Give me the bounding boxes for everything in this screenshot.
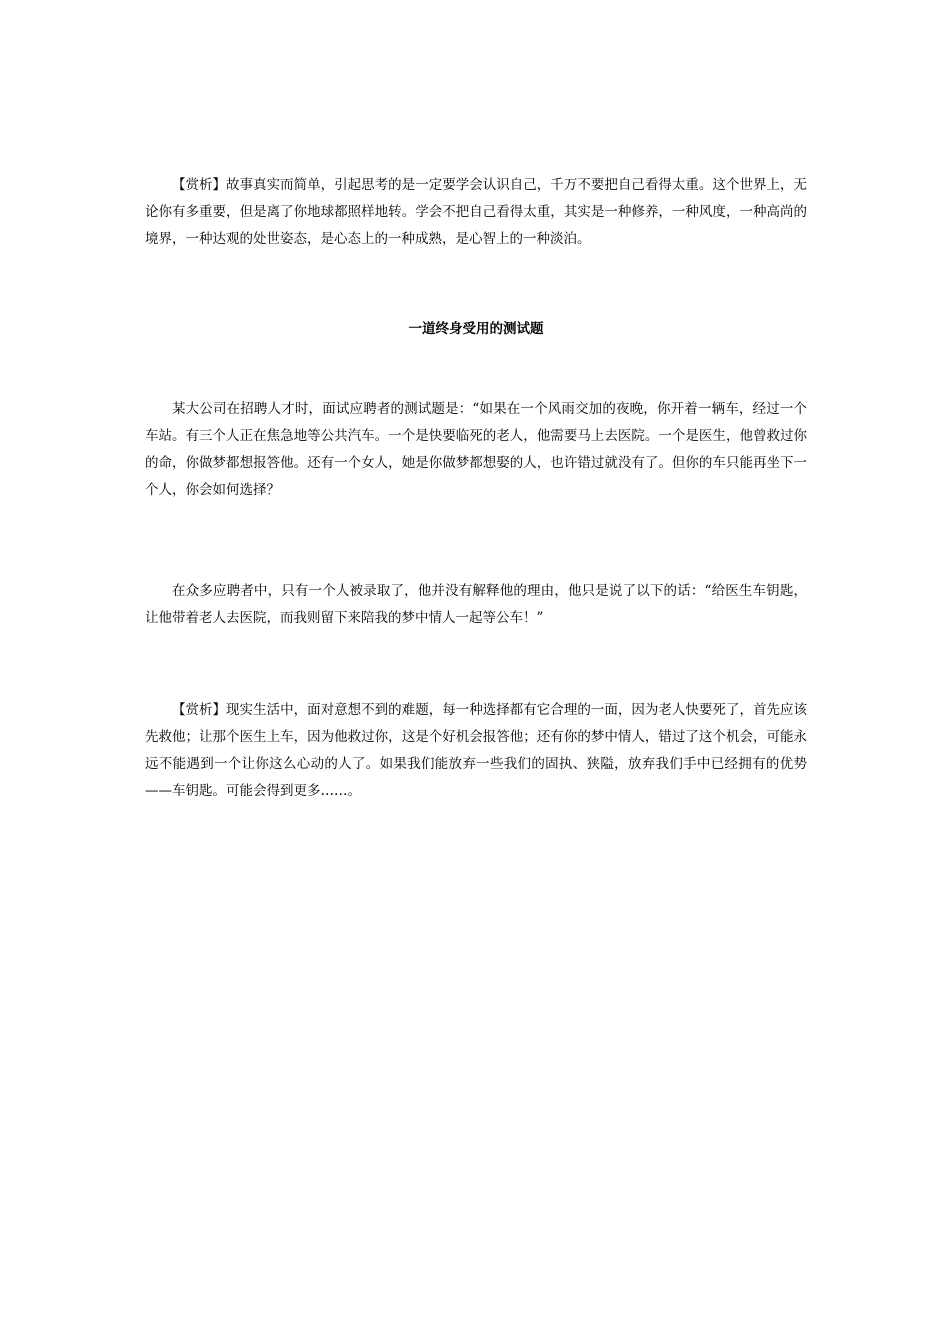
story-paragraph: 某大公司在招聘人才时，面试应聘者的测试题是：“如果在一个风雨交加的夜晚，你开着一辆车，经过一个车站。有三个人正在焦急地等公共汽车。一个是快要临死的老人，他需要马上去医院。一个是医生，他曾救过你的命，你做梦都想报答他。还有一个女人，她是你做梦都想娶的人，也许错过就没有了。但你的车只能再坐下一个人，你会如何选择？ [145,401,807,498]
analysis-paragraph-2: 【赏析】现实生活中，面对意想不到的难题，每一种选择都有它合理的一面，因为老人快要死了，首先应该先救他；让那个医生上车，因为他救过你，这是个好机会报答他；还有你的梦中情人，错过了这个机会，可能永远不能遇到一个让你这么心动的人了。如果我们能放弃一些我们的固执、狭隘，放弃我们手中已经拥有的优势——车钥匙。可能会得到更多……。 [145,702,807,799]
answer-paragraph: 在众多应聘者中，只有一个人被录取了，他并没有解释他的理由，他只是说了以下的话：“给医生车钥匙，让他带着老人去医院，而我则留下来陪我的梦中情人一起等公车！” [145,583,807,626]
section-title: 一道终身受用的测试题 [408,321,544,337]
analysis-paragraph-1: 【赏析】故事真实而简单，引起思考的是一定要学会认识自己，千万不要把自己看得太重。这个世界上，无论你有多重要，但是离了你地球都照样地转。学会不把自己看得太重，其实是一种修养，一种风度，一种高尚的境界，一种达观的处世姿态，是心态上的一种成熟，是心智上的一种淡泊。 [145,177,807,247]
